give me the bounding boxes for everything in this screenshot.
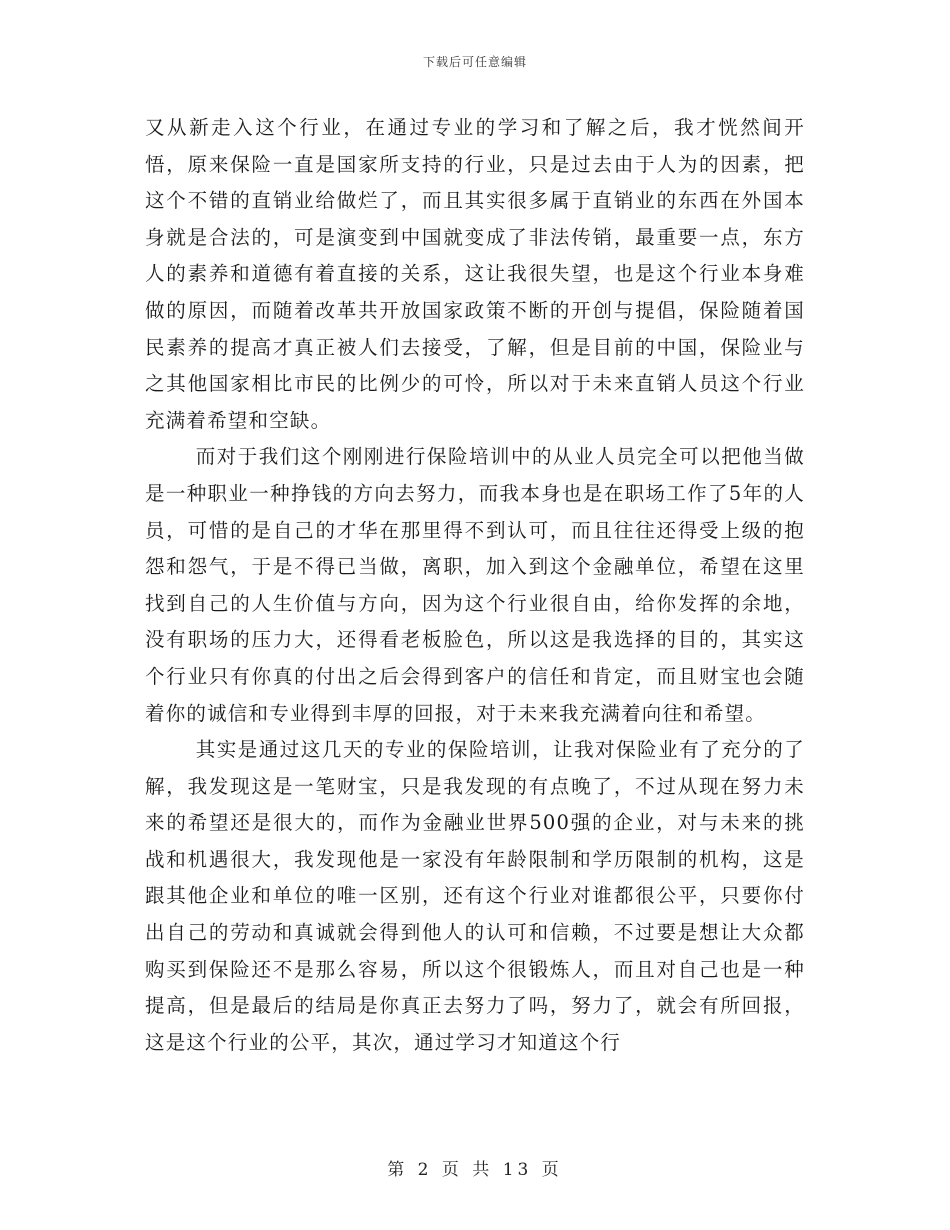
page-header: 下载后可任意编辑: [422, 55, 527, 69]
paragraph-2: 而对于我们这个刚刚进行保险培训中的从业人员完全可以把他当做是一种职业一种挣钱的方向去努力，而我本身也是在职场工作了5年的人员，可惜的是自己的才华在那里得不到认可，而且往往还得受上级的抱怨和怨气，于是不得已当做，离职，加入到这个金融单位，希望在这里找到自己的人生价值与方向，因为这个行业很自由，给你发挥的余地，没有职场的压力大，还得看老板脸色，所以这是我选择的目的，其实这个行业只有你真的付出之后会得到客户的信任和肯定，而且财宝也会随着你的诚信和专业得到丰厚的回报，对于未来我充满着向往和希望。: [145, 445, 805, 725]
paragraph-3: 其实是通过这几天的专业的保险培训，让我对保险业有了充分的了解，我发现这是一笔财宝，只是我发现的有点晚了，不过从现在努力未来的希望还是很大的，而作为金融业世界500强的企业，对与未来的挑战和机遇很大，我发现他是一家没有年龄限制和学历限制的机构，这是跟其他企业和单位的唯一区别，还有这个行业对谁都很公平，只要你付出自己的劳动和真诚就会得到他人的认可和信赖，不过要是想让大众都购买到保险还不是那么容易，所以这个很锻炼人，而且对自己也是一种提高，但是最后的结局是你真正去努力了吗，努力了，就会有所回报，这是这个行业的公平，其次，通过学习才知道这个行: [145, 738, 805, 1054]
document-body: [145, 110, 805, 1061]
page-footer: 第 2 页 共 13 页: [387, 1160, 563, 1180]
paragraph-1: 又从新走入这个行业，在通过专业的学习和了解之后，我才恍然间开悟，原来保险一直是国家所支持的行业，只是过去由于人为的因素，把这个不错的直销业给做烂了，而且其实很多属于直销业的东西在外国本身就是合法的，可是演变到中国就变成了非法传销，最重要一点，东方人的素养和道德有着直接的关系，这让我很失望，也是这个行业本身难做的原因，而随着改革共开放国家政策不断的开创与提倡，保险随着国民素养的提高才真正被人们去接受，了解，但是目前的中国，保险业与之其他国家相比市民的比例少的可怜，所以对于未来直销人员这个行业充满着希望和空缺。: [145, 116, 805, 432]
